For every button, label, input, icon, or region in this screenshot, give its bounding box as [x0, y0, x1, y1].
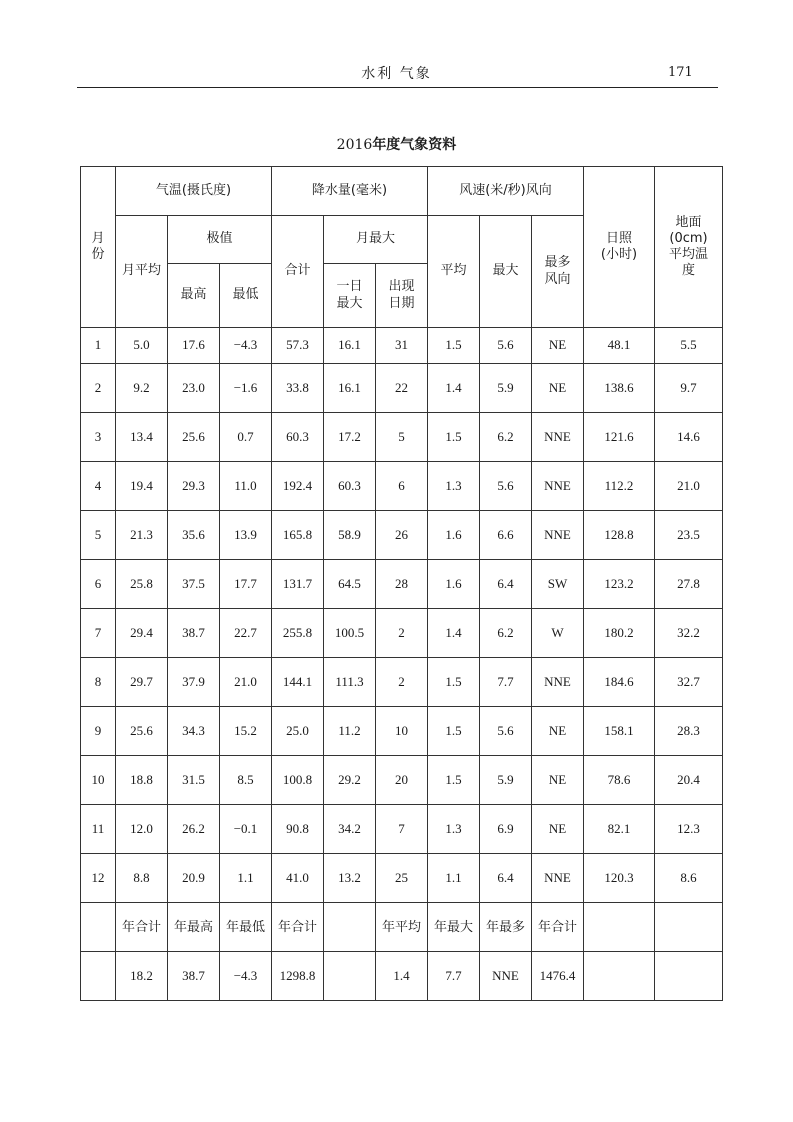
table-cell: 100.8: [272, 756, 324, 805]
table-row: [81, 707, 723, 756]
table-cell: 6: [376, 462, 428, 511]
table-cell: 29.3: [168, 462, 220, 511]
header-precip-total: 合计: [272, 216, 324, 328]
table-cell: 8.5: [220, 756, 272, 805]
table-row: [81, 511, 723, 560]
annual-value-cell: [655, 952, 723, 1001]
table-cell: 41.0: [272, 854, 324, 903]
table-cell: NNE: [532, 511, 584, 560]
table-cell: NE: [532, 756, 584, 805]
table-cell: 64.5: [324, 560, 376, 609]
header-temp-min: 最低: [220, 264, 272, 328]
table-cell: 58.9: [324, 511, 376, 560]
table-cell: 17.6: [168, 328, 220, 364]
header-wind: 风速(米/秒)风向: [428, 167, 584, 216]
annual-label-cell: 年合计: [116, 903, 168, 952]
table-cell: 8: [81, 658, 116, 707]
table-cell: 25.8: [116, 560, 168, 609]
table-cell: 12.0: [116, 805, 168, 854]
table-cell: 2: [376, 609, 428, 658]
table-cell: 60.3: [324, 462, 376, 511]
annual-label-cell: 年最高: [168, 903, 220, 952]
table-cell: 34.2: [324, 805, 376, 854]
header-sunshine-text: 日照(小时): [600, 230, 638, 262]
table-cell: 13.9: [220, 511, 272, 560]
table-row: [81, 609, 723, 658]
table-cell: 1.5: [428, 413, 480, 462]
table-cell: 3: [81, 413, 116, 462]
table-cell: 184.6: [584, 658, 655, 707]
table-cell: 1.3: [428, 805, 480, 854]
table-cell: 111.3: [324, 658, 376, 707]
table-cell: 13.2: [324, 854, 376, 903]
header-month: [81, 167, 116, 328]
header-air-temp: 气温(摄氏度): [116, 167, 272, 216]
annual-value-cell: 1476.4: [532, 952, 584, 1001]
table-cell: 16.1: [324, 364, 376, 413]
annual-value-cell: [324, 952, 376, 1001]
table-cell: 25: [376, 854, 428, 903]
table-cell: 9: [81, 707, 116, 756]
annual-label-cell: 年合计: [272, 903, 324, 952]
table-cell: 1.5: [428, 328, 480, 364]
annual-value-cell: −4.3: [220, 952, 272, 1001]
table-cell: SW: [532, 560, 584, 609]
table-cell: W: [532, 609, 584, 658]
table-cell: −1.6: [220, 364, 272, 413]
header-sunshine: [584, 167, 655, 328]
annual-value-cell: 38.7: [168, 952, 220, 1001]
table-cell: 6.2: [480, 609, 532, 658]
table-row: [81, 854, 723, 903]
table-cell: 28: [376, 560, 428, 609]
table-cell: 8.6: [655, 854, 723, 903]
table-cell: 26.2: [168, 805, 220, 854]
header-temp-max: 最高: [168, 264, 220, 328]
annual-value-cell: [584, 952, 655, 1001]
table-cell: 5.5: [655, 328, 723, 364]
table-cell: 15.2: [220, 707, 272, 756]
table-cell: 5.6: [480, 707, 532, 756]
table-cell: NNE: [532, 413, 584, 462]
table-cell: 1.6: [428, 560, 480, 609]
table-cell: 32.7: [655, 658, 723, 707]
table-cell: NE: [532, 707, 584, 756]
table-cell: 9.7: [655, 364, 723, 413]
table-cell: 14.6: [655, 413, 723, 462]
table-cell: 12.3: [655, 805, 723, 854]
header-date-text: 出现日期: [388, 279, 415, 311]
table-cell: 7: [81, 609, 116, 658]
table-cell: 6.9: [480, 805, 532, 854]
table-cell: 7.7: [480, 658, 532, 707]
table-cell: 6.4: [480, 854, 532, 903]
table-cell: NNE: [532, 462, 584, 511]
table-cell: 121.6: [584, 413, 655, 462]
table-title-text: 年度气象资料: [372, 137, 457, 153]
table-cell: 1.3: [428, 462, 480, 511]
table-cell: 19.4: [116, 462, 168, 511]
table-title: [0, 134, 793, 154]
annual-label-row: [81, 903, 723, 952]
table-cell: 138.6: [584, 364, 655, 413]
table-cell: 21.3: [116, 511, 168, 560]
table-cell: 11.0: [220, 462, 272, 511]
header-ground-temp: [655, 167, 723, 328]
header-prevailing-dir: [532, 216, 584, 328]
header-prevailing-dir-text: 最多风向: [544, 255, 571, 287]
table-cell: 5.6: [480, 328, 532, 364]
table-cell: 144.1: [272, 658, 324, 707]
table-cell: 1.1: [220, 854, 272, 903]
header-daily-max: [324, 264, 376, 328]
header-precip: 降水量(毫米): [272, 167, 428, 216]
table-cell: 26: [376, 511, 428, 560]
table-cell: 6.2: [480, 413, 532, 462]
table-cell: NE: [532, 805, 584, 854]
annual-label-cell: [655, 903, 723, 952]
table-cell: 90.8: [272, 805, 324, 854]
annual-label-cell: [81, 903, 116, 952]
table-cell: 5.6: [480, 462, 532, 511]
table-cell: 112.2: [584, 462, 655, 511]
annual-value-cell: 7.7: [428, 952, 480, 1001]
table-cell: 21.0: [220, 658, 272, 707]
table-cell: 25.0: [272, 707, 324, 756]
table-cell: 13.4: [116, 413, 168, 462]
table-cell: 23.0: [168, 364, 220, 413]
table-cell: 5.0: [116, 328, 168, 364]
table-cell: 1.5: [428, 756, 480, 805]
table-cell: 20.4: [655, 756, 723, 805]
table-cell: 100.5: [324, 609, 376, 658]
annual-value-row: [81, 952, 723, 1001]
table-cell: 22.7: [220, 609, 272, 658]
table-cell: 57.3: [272, 328, 324, 364]
table-cell: 10: [376, 707, 428, 756]
table-cell: NE: [532, 328, 584, 364]
table-cell: 1.1: [428, 854, 480, 903]
table-cell: 60.3: [272, 413, 324, 462]
table-cell: 180.2: [584, 609, 655, 658]
table-row: [81, 658, 723, 707]
table-cell: 192.4: [272, 462, 324, 511]
table-cell: 29.4: [116, 609, 168, 658]
annual-label-cell: [324, 903, 376, 952]
annual-label-cell: 年平均: [376, 903, 428, 952]
table-cell: 165.8: [272, 511, 324, 560]
table-title-year: 2016: [336, 137, 373, 153]
table-cell: −4.3: [220, 328, 272, 364]
table-cell: 31: [376, 328, 428, 364]
table-cell: 20.9: [168, 854, 220, 903]
table-cell: 82.1: [584, 805, 655, 854]
header-extreme: 极值: [168, 216, 272, 264]
table-row: [81, 805, 723, 854]
header-rule: [77, 87, 718, 88]
table-cell: 78.6: [584, 756, 655, 805]
table-cell: 128.8: [584, 511, 655, 560]
table-cell: 16.1: [324, 328, 376, 364]
table-cell: 28.3: [655, 707, 723, 756]
table-row: [81, 462, 723, 511]
table-cell: 48.1: [584, 328, 655, 364]
table-row: [81, 560, 723, 609]
header-ground-temp-text: 地面(0cm)平均温度: [669, 214, 709, 279]
table-cell: 6.4: [480, 560, 532, 609]
table-cell: 29.7: [116, 658, 168, 707]
running-header-title: 水利 气象: [361, 66, 432, 82]
page-number: 171: [668, 65, 693, 80]
table-row: [81, 364, 723, 413]
annual-label-cell: 年合计: [532, 903, 584, 952]
table-cell: 11.2: [324, 707, 376, 756]
table-cell: −0.1: [220, 805, 272, 854]
table-cell: 1: [81, 328, 116, 364]
table-cell: 4: [81, 462, 116, 511]
table-cell: 1.4: [428, 609, 480, 658]
table-cell: 2: [376, 658, 428, 707]
table-row: [81, 756, 723, 805]
table-cell: 29.2: [324, 756, 376, 805]
table-cell: 31.5: [168, 756, 220, 805]
table-cell: 25.6: [116, 707, 168, 756]
table-cell: 9.2: [116, 364, 168, 413]
annual-value-cell: NNE: [480, 952, 532, 1001]
table-cell: 1.5: [428, 658, 480, 707]
table-cell: 1.4: [428, 364, 480, 413]
annual-label-cell: 年最大: [428, 903, 480, 952]
table-cell: 5: [376, 413, 428, 462]
annual-value-cell: [81, 952, 116, 1001]
annual-value-cell: 1.4: [376, 952, 428, 1001]
table-cell: 17.7: [220, 560, 272, 609]
header-month-text: 月份: [91, 231, 105, 262]
table-cell: 25.6: [168, 413, 220, 462]
table-cell: 123.2: [584, 560, 655, 609]
header-date: [376, 264, 428, 328]
table-cell: 5.9: [480, 364, 532, 413]
table-cell: 17.2: [324, 413, 376, 462]
table-cell: 255.8: [272, 609, 324, 658]
table-cell: 38.7: [168, 609, 220, 658]
table-cell: 34.3: [168, 707, 220, 756]
table-cell: 5.9: [480, 756, 532, 805]
table-cell: 1.5: [428, 707, 480, 756]
annual-label-cell: 年最低: [220, 903, 272, 952]
table-cell: 12: [81, 854, 116, 903]
header-wind-max: 最大: [480, 216, 532, 328]
table-cell: 7: [376, 805, 428, 854]
header-monthly-max: 月最大: [324, 216, 428, 264]
table-cell: 20: [376, 756, 428, 805]
table-cell: 158.1: [584, 707, 655, 756]
header-monthly-avg: 月平均: [116, 216, 168, 328]
table-cell: 18.8: [116, 756, 168, 805]
table-cell: 6.6: [480, 511, 532, 560]
table-cell: 37.5: [168, 560, 220, 609]
table-cell: NNE: [532, 854, 584, 903]
table-cell: 32.2: [655, 609, 723, 658]
table-cell: 35.6: [168, 511, 220, 560]
table-cell: 6: [81, 560, 116, 609]
annual-label-cell: 年最多: [480, 903, 532, 952]
table-cell: 23.5: [655, 511, 723, 560]
header-daily-max-text: 一日最大: [336, 279, 363, 311]
table-cell: 2: [81, 364, 116, 413]
table-cell: 8.8: [116, 854, 168, 903]
table-cell: 22: [376, 364, 428, 413]
table-cell: 10: [81, 756, 116, 805]
table-row: [81, 413, 723, 462]
table-cell: 1.6: [428, 511, 480, 560]
header-wind-avg: 平均: [428, 216, 480, 328]
annual-value-cell: 18.2: [116, 952, 168, 1001]
table-cell: 120.3: [584, 854, 655, 903]
annual-value-cell: 1298.8: [272, 952, 324, 1001]
annual-label-cell: [584, 903, 655, 952]
table-cell: 21.0: [655, 462, 723, 511]
table-cell: 131.7: [272, 560, 324, 609]
weather-data-table: [80, 166, 723, 1001]
table-cell: 33.8: [272, 364, 324, 413]
table-cell: NE: [532, 364, 584, 413]
table-cell: 5: [81, 511, 116, 560]
table-cell: 37.9: [168, 658, 220, 707]
table-row: [81, 328, 723, 364]
table-cell: 27.8: [655, 560, 723, 609]
table-cell: 11: [81, 805, 116, 854]
table-cell: NNE: [532, 658, 584, 707]
table-cell: 0.7: [220, 413, 272, 462]
